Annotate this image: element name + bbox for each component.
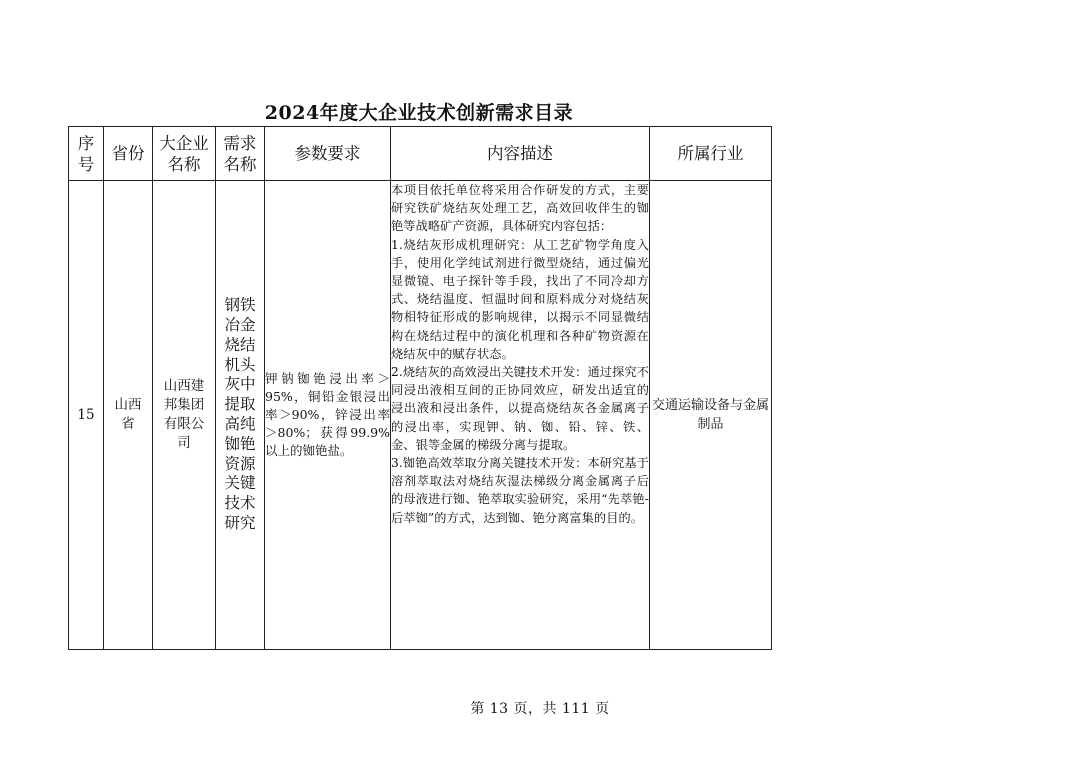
- header-description: 内容描述: [391, 127, 650, 181]
- cell-description: [391, 181, 650, 650]
- demand-table: [68, 126, 772, 650]
- header-province: 省份: [104, 127, 153, 181]
- description-paragraph: 本项目依托单位将采用合作研发的方式，主要研究铁矿烧结灰处理工艺，高效回收伴生的铷铯等战略矿产资源，具体研究内容包括：: [391, 183, 649, 234]
- cell-company: 山西建邦集团有限公司: [153, 181, 216, 650]
- description-paragraph: 3.铷铯高效萃取分离关键技术开发：本研究基于溶剂萃取法对烧结灰湿法梯级分离金属离子后的母液进行铷、铯萃取实验研究，采用“先萃铯-后萃铷”的方式，达到铷、铯分离富集的目的。: [391, 456, 649, 525]
- cell-industry: 交通运输设备与金属制品: [650, 181, 772, 650]
- header-seq: 序号: [69, 127, 104, 181]
- header-industry: 所属行业: [650, 127, 772, 181]
- cell-demand: 钢铁冶金烧结机头灰中提取高纯铷铯资源关键技术研究: [216, 181, 265, 650]
- document-title: 2024年度大企业技术创新需求目录: [264, 102, 574, 124]
- cell-params: 钾钠铷铯浸出率＞95%，铜铅金银浸出率＞90%，锌浸出率＞80%；获得99.9%以上的铷铯盐。: [265, 181, 391, 650]
- header-params: 参数要求: [265, 127, 391, 181]
- cell-seq: 15: [69, 181, 104, 650]
- header-demand: 需求名称: [216, 127, 265, 181]
- header-company: 大企业名称: [153, 127, 216, 181]
- table-header-row: [69, 127, 772, 181]
- description-paragraph: 2.烧结灰的高效浸出关键技术开发：通过探究不同浸出液相互间的正协同效应，研发出适宜的浸出液和浸出条件，以提高烧结灰各金属离子的浸出率，实现钾、钠、铷、铅、锌、铁、金、银等金属的梯级分离与提取。: [391, 365, 649, 452]
- table-row: [69, 181, 772, 650]
- cell-province: 山西省: [104, 181, 153, 650]
- page-number: 第 13 页，共 111 页: [470, 701, 610, 717]
- description-paragraph: 1.烧结灰形成机理研究：从工艺矿物学角度入手，使用化学纯试剂进行微型烧结，通过偏光显微镜、电子探针等手段，找出了不同冷却方式、烧结温度、恒温时间和原料成分对烧结灰物相特征形成的影响规律，以揭示不同显微结构在烧结过程中的演化机理和各种矿物资源在烧结灰中的赋存状态。: [391, 237, 649, 361]
